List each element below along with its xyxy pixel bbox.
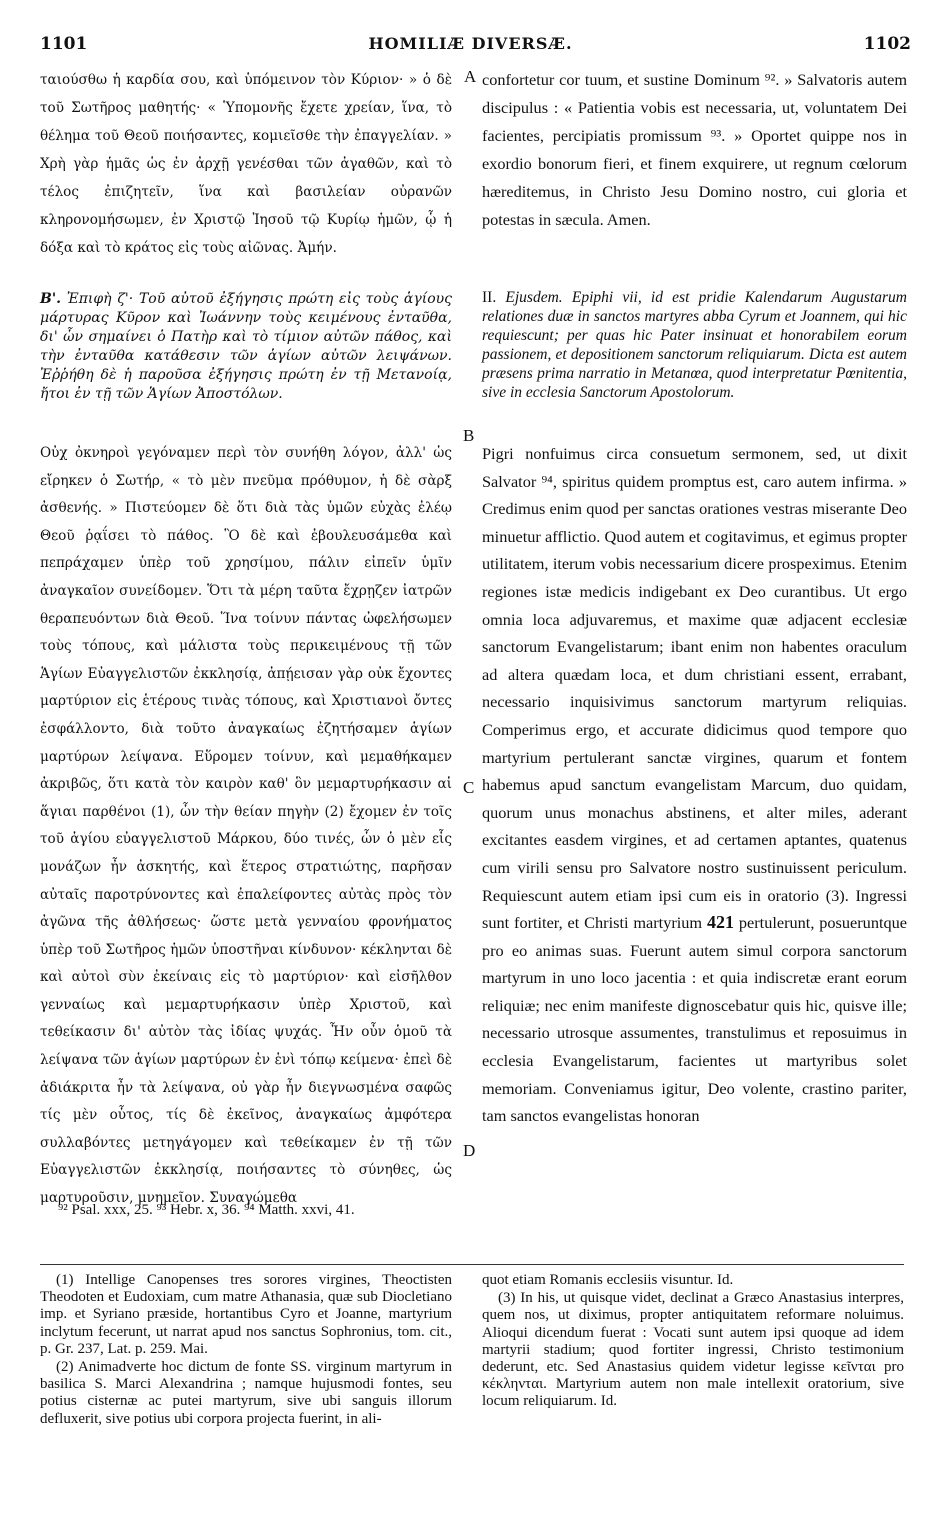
greek-heading-number: Β'. bbox=[40, 291, 61, 307]
margin-letter-a: A bbox=[464, 67, 477, 86]
margin-letter-c: C bbox=[463, 778, 475, 797]
latin-intro bbox=[482, 66, 907, 234]
notes-right-column bbox=[482, 1272, 904, 1412]
note-2: (2) Animadverte hoc dictum de fonte SS. virginum martyrum in basilica S. Marci Alexandrina ; namque hujusmodi fontes, seu potius cisternæ ac putei martyrum, sive ubi sanguis illorum defluxerit, sive potius ubi corpora projecta fuerint, in ali- bbox=[40, 1359, 452, 1427]
note-3: (3) In his, ut quisque videt, declinat a Græco Anastasius interpres, quem nos, ut diximus, propter antiquitatem reformare noluimus. Alioqui dicendum fuerat : Vocati sunt autem ipsi quoque ad idem martyrii stadium; quod fortiter ingressi, Christo testimonium dederunt, etc. Sed Anastasius quidem videtur legisse κεῖνται pro κέκληνται. Martyrium autem non male intellexit oratorium, sive locum reliquiarum. Id. bbox=[482, 1290, 904, 1410]
notes-left-column bbox=[40, 1272, 452, 1429]
greek-intro-text: ταιούσθω ἡ καρδία σου, καὶ ὑπόμεινον τὸν Κύριον· » ὁ δὲ τοῦ Σωτῆρος μαθητής· « Ὑπομονῆς ἔχετε χρείαν, ἵνα, τὸ θέλημα τοῦ Θεοῦ ποιήσαντες, κομιεῖσθε τὴν ἐπαγγελίαν. » Χρὴ γὰρ ἡμᾶς ὡς ἐν ἀρχῇ γενέσθαι τῶν ἀγαθῶν, καὶ τὸ τέλος ἐπιζητεῖν, ἵνα καὶ βασιλείαν οὐρανῶν κληρονομήσωμεν, ἐν Χριστῷ Ἰησοῦ τῷ Κυρίῳ ἡμῶν, ᾧ ἡ δόξα καὶ τὸ κράτος εἰς τοὺς αἰῶνας. Ἀμήν. bbox=[40, 72, 452, 256]
page-number-left: 1101 bbox=[40, 34, 88, 54]
latin-heading bbox=[482, 288, 907, 402]
note-2-continued: quot etiam Romanis ecclesiis visuntur. Id. bbox=[482, 1272, 734, 1288]
greek-intro bbox=[40, 66, 452, 262]
latin-heading-number: II. bbox=[482, 289, 497, 306]
greek-heading bbox=[40, 290, 452, 404]
latin-intro-text: confortetur cor tuum, et sustine Dominum ⁹². » Salvatoris autem discipulus : « Patientia vobis est necessaria, ut, voluntatem Dei facientes, percipiatis promissum ⁹³. » Oportet quippe nos in exordio bonorum fieri, et finem exquirere, ut regnum cœlorum hæreditemus, in Christo Jesu Domino nostro, cui gloria et potestas in sæcula. Amen. bbox=[482, 70, 907, 229]
latin-body-text-cont: pertulerunt, posueruntque pro eo animas suas. Fuerunt autem simul corpora sanctorum martyrum in uno loco jacentia : et quia indiscretæ erant eorum reliquiæ; nec enim manifeste dignoscebatur quis hic, quisve ille; necessario utrosque assumentes, transtulimus et reposuimus in ecclesia Evangelistarum, facientes ut martyribus solet memoriam. Conveniamus igitur, Deo volente, crastino pariter, tam sanctos evangelistas honoran bbox=[482, 913, 907, 1126]
note-1: (1) Intellige Canopenses tres sorores virgines, Theoctisten Theodoten et Eudoxiam, cum matre Athanasia, quæ sub Diocletiano imp. et Syriano præside, hortantibus Cyro et Joanne, martyrium inclytum fecerunt, ut narrat apud nos sanctus Sophronius, tom. cit., p. Gr. 237, Lat. p. 259. Mai. bbox=[40, 1272, 452, 1357]
page-number-right: 1102 bbox=[863, 34, 911, 54]
greek-body-text: Οὐχ ὀκνηροὶ γεγόναμεν περὶ τὸν συνήθη λόγον, ἀλλ' ὡς εἴρηκεν ὁ Σωτήρ, « τὸ μὲν πνεῦμα πρόθυμον, ἡ δὲ σὰρξ ἀσθενής. » Πιστεύομεν δὲ ὅτι διὰ τὰς ὑμῶν εὐχὰς ἐλέῳ Θεοῦ ῥᾳΐσει τὸ πάθος. Ὃ δὲ καὶ ἐβουλευσάμεθα καὶ πεπράχαμεν ὑπὲρ τοῦ χρησίμου, πάλιν εἰπεῖν ὑμῖν ἀναγκαῖον συνείδομεν. Ὅτι τὰ μέρη ταῦτα ἔχρῃζεν ἰατρῶν θεραπευόντων διὰ Θεοῦ. Ἵνα τοίνυν πάντας ὠφελήσωμεν τοὺς τόπους, καὶ μάλιστα τοὺς περικειμένους τῇ τῶν Ἁγίων Εὐαγγελιστῶν ἐκκλησίᾳ, ἀπῄεισαν γὰρ οὐκ ἔχοντες μαρτύριον εἰς ἑτέρους τινὰς τόπους, καὶ Χριστιανοὶ ὄντες ἐσφάλλοντο, διὰ τοῦτο ἀναγκαίως ἐζητήσαμεν ἁγίων μαρτύρων λείψανα. Εὕρομεν τοίνυν, καὶ μεμαθήκαμεν ἀκριβῶς, ὅτι κατὰ τὸν καιρὸν καθ' ὃν μεμαρτυρήκασιν αἱ ἅγιαι παρθένοι (1), ὧν τὴν θείαν πηγὴν (2) ἔχομεν ἐν τοῖς τοῦ ἁγίου εὐαγγελιστοῦ Μάρκου, δύο τινές, ὧν ὁ μὲν εἷς μονάζων ἦν ἀσκητής, καὶ ἕτερος στρατιώτης, παρῆσαν αὐταῖς παροτρύνοντες καὶ ἐπαλείφοντες αὐτὰς πρὸς τὸν ἀγῶνα τῆς ἀθλήσεως· ὥστε μετὰ γενναίου φρονήματος ὑπὲρ τοῦ Σωτῆρος ἡμῶν ὑποστῆναι κίνδυνον· κέκληνται δὲ καὶ αὐτοὶ σὺν ἐκείναις εἰς τὸ μαρτύριον· καὶ εἰσῆλθον γενναίως καὶ μεμαρτυρήκασιν ὑπὲρ Χριστοῦ, καὶ τεθείκασιν δι' αὐτὸν τὰς ἰδίας ψυχάς. Ἦν οὖν ὁμοῦ τὰ λείψανα τῶν ἁγίων μαρτύρων ἐν ἑνὶ τόπῳ κείμενα· ἐπεὶ δὲ ἀδιάκριτα ἦν τὰ λείψανα, οὐ γὰρ ἦν διεγνωσμένα σαφῶς τίς μὲν οὗτος, τίς δὲ ἐκεῖνος, ἀναγκαίως ἀμφότερα συλλαβόντες μετηγάγομεν καὶ τεθείκαμεν ἐν τῇ τῶν Εὐαγγελιστῶν ἐκκλησίᾳ, ποιήσαντες τὸ σύνηθες, ὡς μαρτυροῦσιν, μνημεῖον. Συναγώμεθα bbox=[40, 445, 452, 1207]
scripture-references: ⁹² Psal. xxx, 25. ⁹³ Hebr. x, 36. ⁹⁴ Matth. xxvi, 41. bbox=[58, 1202, 355, 1218]
latin-heading-text: Ejusdem. Epiphi vii, id est pridie Kalendarum Augustarum relationes duæ in sanctos martyres abba Cyrum et Joannem, qui hic requiescunt; per quas hic Pater insinuat et honorabilem eorum passionem, et depositionem sanctorum reliquiarum. Dicta est autem præsens prima narratio in Metanœa, quod interpretatur Pœnitentia, sive in ecclesia Sanctorum Apostolorum. bbox=[482, 289, 907, 401]
page-header bbox=[0, 34, 941, 58]
margin-letter-b: B bbox=[463, 426, 475, 445]
notes-divider bbox=[40, 1264, 904, 1265]
greek-body bbox=[40, 440, 452, 1213]
margin-letter-d: D bbox=[463, 1141, 476, 1160]
greek-heading-text: Ἐπιφὴ ζ'· Τοῦ αὐτοῦ ἐξήγησις πρώτη εἰς τοὺς ἁγίους μάρτυρας Κῦρον καὶ Ἰωάννην τοὺς κειμένους ἐνταῦθα, δι' ὧν σημαίνει ὁ Πατὴρ καὶ τὸ τίμιον αὐτῶν πάθος, καὶ τὴν ἐνταῦθα κατάθεσιν τῶν ἁγίων αὐτῶν λειψάνων. Ἐῤῥήθη δὲ ἡ παροῦσα ἐξήγησις πρώτη ἐν τῇ Μετανοίᾳ, ἤτοι ἐν τῇ τῶν Ἁγίων Ἀποστόλων. bbox=[40, 291, 453, 402]
running-title: HOMILIÆ DIVERSÆ. bbox=[368, 34, 573, 53]
column-number: 421 bbox=[707, 912, 734, 933]
latin-body bbox=[482, 440, 907, 1130]
latin-body-text: Pigri nonfuimus circa consuetum sermonem, sed, ut dixit Salvator ⁹⁴, spiritus quidem promptus est, caro autem infirma. » Credimus enim quod per sanctas orationes vestras miserante Deo minuetur afflictio. Quod autem et cogitavimus, et egimus propter utilitatem, iterum vobis necessarium dicere prospeximus. Etenim regiones istæ medicis indigebant ex Deo curantibus. Ut ergo omnia loca adjuvaremus, et maxime quæ adjacent ecclesiæ sanctorum Evangelistarum; ibant enim non habentes oraculum ad altera quædam loca, et dum christiani essent, errabant, necessario inquisivimus sanctorum martyrum reliquias. Comperimus ergo, et accurate didicimus quod tempore quo martyrium pertulerant sanctæ virgines, quarum et fontem habemus apud sanctum evangelistam Marcum, duo quidam, quorum unus monachus abstinens, et alter miles, aderant excitantes easdem virgines, et ad certamen aptantes, quatenus cum virili sensu pro Salvatore nostro sustinuissent periculum. Requiescunt autem etiam ipsi cum eis in oratorio (3). Ingressi sunt fortiter, et Christi martyrium bbox=[482, 444, 907, 933]
